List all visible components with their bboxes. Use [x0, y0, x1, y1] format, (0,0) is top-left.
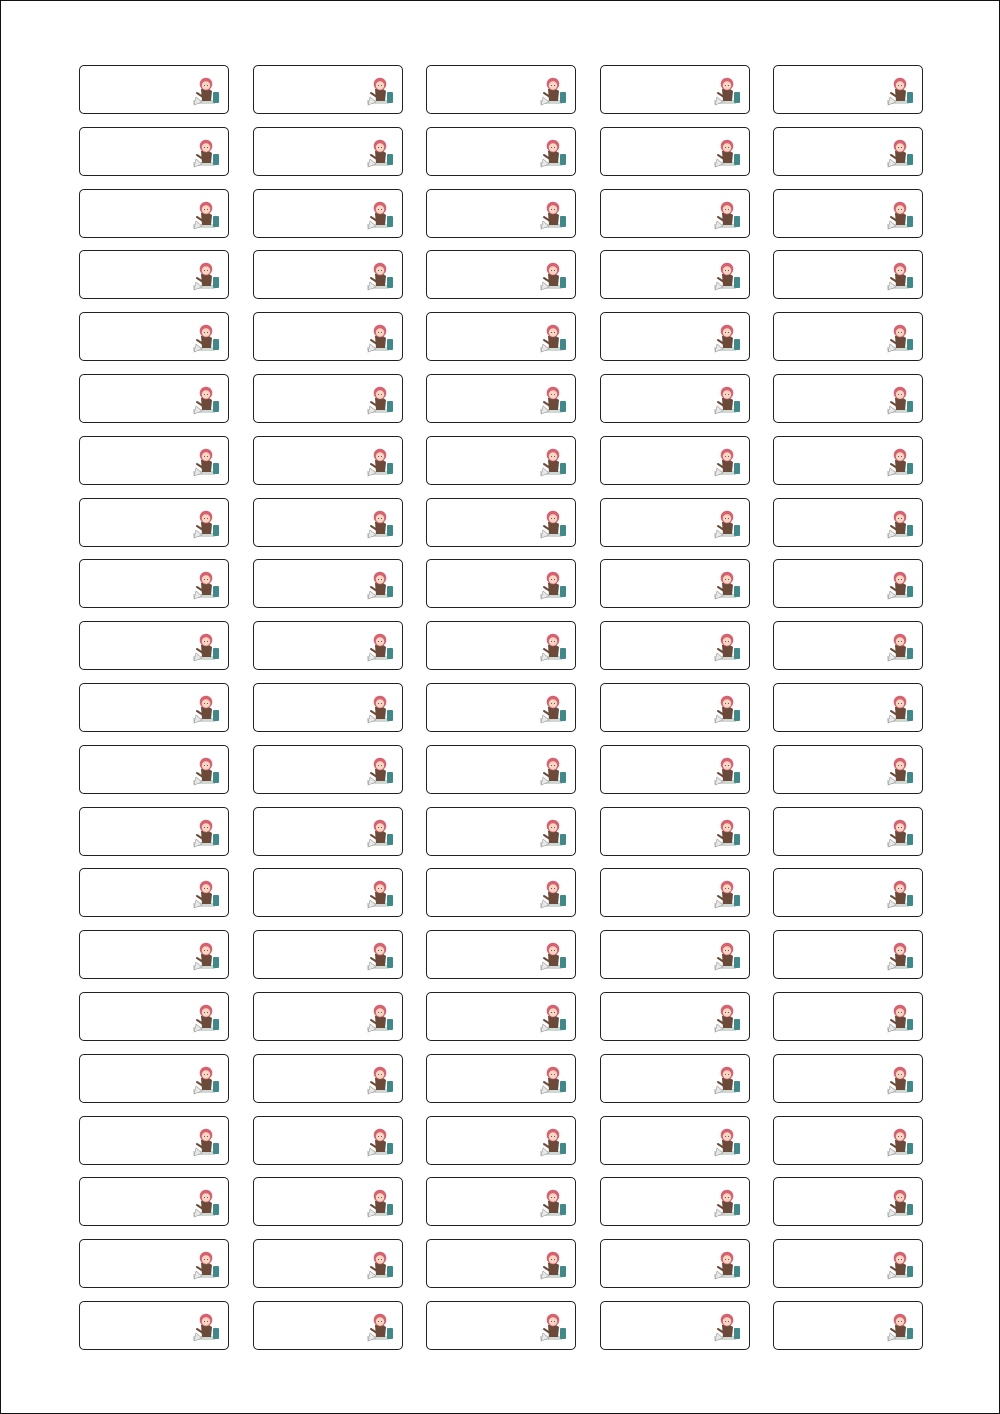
- name-label[interactable]: [253, 621, 403, 670]
- name-label[interactable]: [773, 1116, 923, 1165]
- name-label[interactable]: [773, 683, 923, 732]
- girl-at-desk-icon: [886, 755, 916, 787]
- name-label[interactable]: [773, 312, 923, 361]
- name-label[interactable]: [79, 65, 229, 114]
- girl-at-desk-icon: [713, 940, 743, 972]
- name-label[interactable]: [773, 65, 923, 114]
- girl-at-desk-icon: [539, 1311, 569, 1343]
- name-label[interactable]: [600, 621, 750, 670]
- label-grid: [79, 65, 923, 1350]
- girl-at-desk-icon: [713, 755, 743, 787]
- girl-at-desk-icon: [366, 693, 396, 725]
- name-label[interactable]: [79, 374, 229, 423]
- name-label[interactable]: [773, 621, 923, 670]
- girl-at-desk-icon: [366, 75, 396, 107]
- girl-at-desk-icon: [539, 199, 569, 231]
- girl-at-desk-icon: [192, 1002, 222, 1034]
- name-label[interactable]: [426, 436, 576, 485]
- name-label[interactable]: [600, 1301, 750, 1350]
- name-label[interactable]: [600, 312, 750, 361]
- name-label[interactable]: [253, 498, 403, 547]
- name-label[interactable]: [773, 1177, 923, 1226]
- girl-at-desk-icon: [713, 693, 743, 725]
- girl-at-desk-icon: [366, 1126, 396, 1158]
- girl-at-desk-icon: [886, 817, 916, 849]
- name-label[interactable]: [773, 498, 923, 547]
- girl-at-desk-icon: [192, 508, 222, 540]
- name-label[interactable]: [79, 436, 229, 485]
- girl-at-desk-icon: [539, 1249, 569, 1281]
- name-label[interactable]: [600, 992, 750, 1041]
- name-label[interactable]: [773, 868, 923, 917]
- name-label[interactable]: [79, 683, 229, 732]
- name-label[interactable]: [600, 436, 750, 485]
- girl-at-desk-icon: [192, 322, 222, 354]
- girl-at-desk-icon: [539, 508, 569, 540]
- girl-at-desk-icon: [192, 75, 222, 107]
- name-label[interactable]: [79, 312, 229, 361]
- girl-at-desk-icon: [366, 1249, 396, 1281]
- name-label[interactable]: [773, 1301, 923, 1350]
- girl-at-desk-icon: [539, 260, 569, 292]
- girl-at-desk-icon: [366, 755, 396, 787]
- name-label[interactable]: [773, 745, 923, 794]
- name-label[interactable]: [773, 559, 923, 608]
- name-label[interactable]: [773, 1239, 923, 1288]
- name-label[interactable]: [600, 683, 750, 732]
- name-label[interactable]: [773, 189, 923, 238]
- girl-at-desk-icon: [192, 384, 222, 416]
- name-label[interactable]: [79, 1177, 229, 1226]
- girl-at-desk-icon: [886, 322, 916, 354]
- girl-at-desk-icon: [366, 260, 396, 292]
- girl-at-desk-icon: [886, 1311, 916, 1343]
- girl-at-desk-icon: [886, 693, 916, 725]
- girl-at-desk-icon: [366, 1064, 396, 1096]
- girl-at-desk-icon: [713, 384, 743, 416]
- name-label[interactable]: [253, 250, 403, 299]
- name-label[interactable]: [600, 807, 750, 856]
- girl-at-desk-icon: [713, 1126, 743, 1158]
- girl-at-desk-icon: [192, 1311, 222, 1343]
- name-label[interactable]: [426, 65, 576, 114]
- name-label[interactable]: [426, 621, 576, 670]
- name-label[interactable]: [426, 992, 576, 1041]
- girl-at-desk-icon: [886, 569, 916, 601]
- girl-at-desk-icon: [366, 631, 396, 663]
- girl-at-desk-icon: [539, 75, 569, 107]
- name-label[interactable]: [773, 1054, 923, 1103]
- name-label[interactable]: [426, 868, 576, 917]
- name-label[interactable]: [253, 1239, 403, 1288]
- name-label[interactable]: [253, 127, 403, 176]
- girl-at-desk-icon: [192, 878, 222, 910]
- girl-at-desk-icon: [366, 137, 396, 169]
- girl-at-desk-icon: [886, 137, 916, 169]
- name-label[interactable]: [79, 1239, 229, 1288]
- girl-at-desk-icon: [366, 1002, 396, 1034]
- girl-at-desk-icon: [539, 693, 569, 725]
- girl-at-desk-icon: [366, 508, 396, 540]
- name-label[interactable]: [79, 1301, 229, 1350]
- girl-at-desk-icon: [192, 260, 222, 292]
- girl-at-desk-icon: [886, 878, 916, 910]
- name-label[interactable]: [600, 868, 750, 917]
- girl-at-desk-icon: [713, 1064, 743, 1096]
- girl-at-desk-icon: [539, 322, 569, 354]
- girl-at-desk-icon: [366, 1311, 396, 1343]
- girl-at-desk-icon: [713, 199, 743, 231]
- name-label[interactable]: [253, 930, 403, 979]
- girl-at-desk-icon: [886, 1126, 916, 1158]
- name-label[interactable]: [600, 559, 750, 608]
- girl-at-desk-icon: [713, 569, 743, 601]
- name-label[interactable]: [600, 189, 750, 238]
- girl-at-desk-icon: [713, 1311, 743, 1343]
- girl-at-desk-icon: [539, 631, 569, 663]
- girl-at-desk-icon: [713, 446, 743, 478]
- name-label[interactable]: [79, 930, 229, 979]
- name-label[interactable]: [600, 65, 750, 114]
- girl-at-desk-icon: [192, 569, 222, 601]
- name-label[interactable]: [600, 498, 750, 547]
- name-label[interactable]: [600, 1054, 750, 1103]
- name-label[interactable]: [773, 992, 923, 1041]
- girl-at-desk-icon: [886, 631, 916, 663]
- girl-at-desk-icon: [713, 508, 743, 540]
- girl-at-desk-icon: [713, 322, 743, 354]
- name-label[interactable]: [253, 374, 403, 423]
- name-label[interactable]: [426, 1116, 576, 1165]
- girl-at-desk-icon: [539, 446, 569, 478]
- name-label[interactable]: [600, 127, 750, 176]
- girl-at-desk-icon: [886, 1187, 916, 1219]
- name-label[interactable]: [253, 1116, 403, 1165]
- girl-at-desk-icon: [539, 755, 569, 787]
- girl-at-desk-icon: [539, 817, 569, 849]
- name-label[interactable]: [79, 1116, 229, 1165]
- name-label[interactable]: [600, 745, 750, 794]
- girl-at-desk-icon: [539, 384, 569, 416]
- girl-at-desk-icon: [539, 1187, 569, 1219]
- name-label[interactable]: [253, 1177, 403, 1226]
- girl-at-desk-icon: [192, 940, 222, 972]
- girl-at-desk-icon: [886, 446, 916, 478]
- name-label[interactable]: [253, 312, 403, 361]
- name-label[interactable]: [253, 745, 403, 794]
- name-label[interactable]: [773, 807, 923, 856]
- girl-at-desk-icon: [886, 940, 916, 972]
- name-label[interactable]: [79, 127, 229, 176]
- girl-at-desk-icon: [366, 384, 396, 416]
- girl-at-desk-icon: [539, 137, 569, 169]
- name-label[interactable]: [79, 189, 229, 238]
- girl-at-desk-icon: [366, 940, 396, 972]
- name-label[interactable]: [253, 65, 403, 114]
- name-label[interactable]: [426, 683, 576, 732]
- name-label[interactable]: [773, 250, 923, 299]
- name-label[interactable]: [426, 1177, 576, 1226]
- girl-at-desk-icon: [713, 1249, 743, 1281]
- girl-at-desk-icon: [713, 75, 743, 107]
- girl-at-desk-icon: [366, 446, 396, 478]
- girl-at-desk-icon: [192, 755, 222, 787]
- name-label[interactable]: [79, 868, 229, 917]
- girl-at-desk-icon: [713, 137, 743, 169]
- name-label[interactable]: [600, 1116, 750, 1165]
- name-label[interactable]: [600, 1239, 750, 1288]
- girl-at-desk-icon: [192, 137, 222, 169]
- name-label[interactable]: [426, 1054, 576, 1103]
- girl-at-desk-icon: [539, 1126, 569, 1158]
- name-label[interactable]: [773, 436, 923, 485]
- girl-at-desk-icon: [366, 199, 396, 231]
- girl-at-desk-icon: [886, 199, 916, 231]
- girl-at-desk-icon: [366, 322, 396, 354]
- name-label[interactable]: [253, 1301, 403, 1350]
- name-label[interactable]: [600, 930, 750, 979]
- girl-at-desk-icon: [886, 1249, 916, 1281]
- girl-at-desk-icon: [192, 1064, 222, 1096]
- name-label[interactable]: [426, 807, 576, 856]
- name-label[interactable]: [253, 683, 403, 732]
- girl-at-desk-icon: [366, 878, 396, 910]
- name-label[interactable]: [79, 559, 229, 608]
- name-label[interactable]: [773, 127, 923, 176]
- name-label[interactable]: [426, 930, 576, 979]
- name-label[interactable]: [426, 1239, 576, 1288]
- name-label[interactable]: [426, 498, 576, 547]
- girl-at-desk-icon: [192, 693, 222, 725]
- girl-at-desk-icon: [886, 508, 916, 540]
- girl-at-desk-icon: [886, 384, 916, 416]
- name-label[interactable]: [253, 992, 403, 1041]
- name-label[interactable]: [79, 250, 229, 299]
- girl-at-desk-icon: [539, 1002, 569, 1034]
- name-label[interactable]: [253, 807, 403, 856]
- girl-at-desk-icon: [886, 1064, 916, 1096]
- name-label[interactable]: [426, 250, 576, 299]
- name-label[interactable]: [79, 745, 229, 794]
- name-label[interactable]: [253, 436, 403, 485]
- girl-at-desk-icon: [713, 817, 743, 849]
- name-label[interactable]: [426, 374, 576, 423]
- girl-at-desk-icon: [886, 1002, 916, 1034]
- girl-at-desk-icon: [886, 75, 916, 107]
- name-label[interactable]: [79, 992, 229, 1041]
- name-label[interactable]: [253, 189, 403, 238]
- name-label[interactable]: [426, 312, 576, 361]
- girl-at-desk-icon: [192, 1187, 222, 1219]
- name-label[interactable]: [426, 559, 576, 608]
- girl-at-desk-icon: [713, 1002, 743, 1034]
- name-label[interactable]: [253, 559, 403, 608]
- girl-at-desk-icon: [366, 817, 396, 849]
- girl-at-desk-icon: [539, 569, 569, 601]
- name-label[interactable]: [426, 127, 576, 176]
- name-label[interactable]: [600, 374, 750, 423]
- name-label[interactable]: [79, 621, 229, 670]
- girl-at-desk-icon: [192, 817, 222, 849]
- girl-at-desk-icon: [192, 199, 222, 231]
- girl-at-desk-icon: [886, 260, 916, 292]
- name-label[interactable]: [773, 374, 923, 423]
- name-label[interactable]: [79, 807, 229, 856]
- name-label[interactable]: [426, 1301, 576, 1350]
- name-label[interactable]: [426, 189, 576, 238]
- girl-at-desk-icon: [192, 631, 222, 663]
- girl-at-desk-icon: [539, 1064, 569, 1096]
- girl-at-desk-icon: [713, 1187, 743, 1219]
- name-label[interactable]: [600, 1177, 750, 1226]
- name-label[interactable]: [773, 930, 923, 979]
- name-label[interactable]: [600, 250, 750, 299]
- name-label[interactable]: [253, 1054, 403, 1103]
- girl-at-desk-icon: [192, 1249, 222, 1281]
- name-label[interactable]: [79, 1054, 229, 1103]
- girl-at-desk-icon: [192, 1126, 222, 1158]
- girl-at-desk-icon: [713, 878, 743, 910]
- name-label[interactable]: [79, 498, 229, 547]
- girl-at-desk-icon: [366, 1187, 396, 1219]
- name-label[interactable]: [253, 868, 403, 917]
- name-label[interactable]: [426, 745, 576, 794]
- girl-at-desk-icon: [539, 878, 569, 910]
- girl-at-desk-icon: [713, 631, 743, 663]
- girl-at-desk-icon: [539, 940, 569, 972]
- girl-at-desk-icon: [366, 569, 396, 601]
- girl-at-desk-icon: [192, 446, 222, 478]
- girl-at-desk-icon: [713, 260, 743, 292]
